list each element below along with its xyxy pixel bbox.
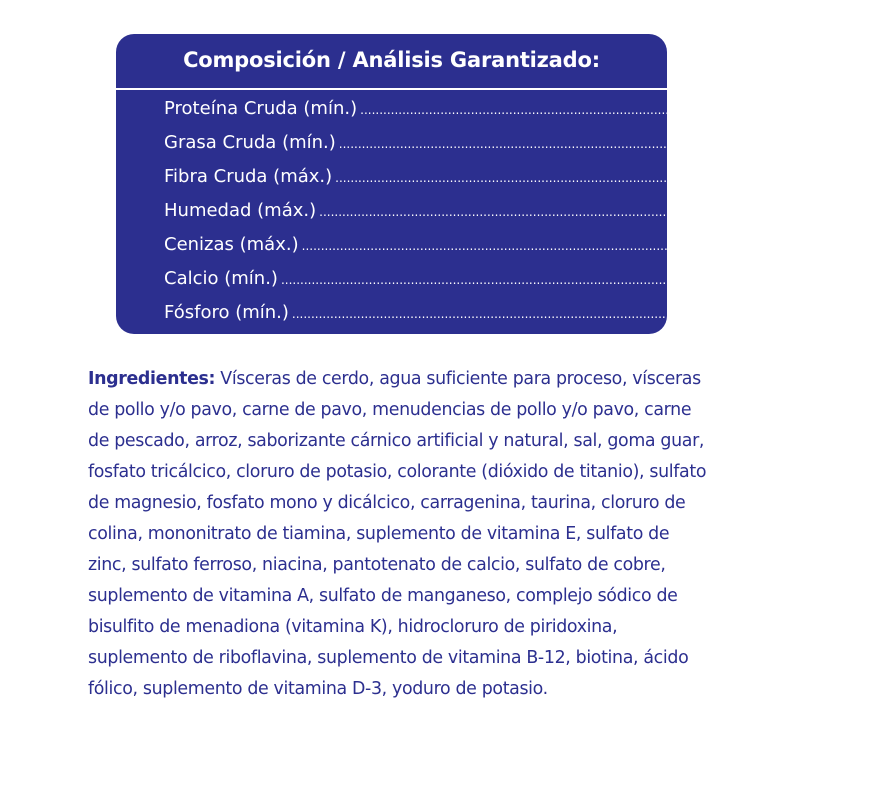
dot-leader: ........................................................................................................................ <box>319 205 777 219</box>
row-label: Calcio (mín.) <box>164 268 278 289</box>
composition-panel <box>116 34 878 334</box>
row-label: Cenizas (máx.) <box>164 234 299 255</box>
row-value: 0,18% <box>752 302 810 323</box>
dot-leader: ........................................................................................................................ <box>335 171 793 185</box>
row-value: 1,0% <box>795 166 842 187</box>
composition-row <box>164 98 878 132</box>
dot-leader: ........................................................................................................................ <box>301 239 760 253</box>
composition-table <box>164 98 878 336</box>
ingredients-paragraph <box>88 364 708 705</box>
row-label: Fibra Cruda (máx.) <box>164 166 333 187</box>
row-value: 78,0% <box>779 200 838 221</box>
composition-row <box>164 200 838 234</box>
row-label: Proteína Cruda (mín.) <box>164 98 358 119</box>
composition-row <box>164 302 810 336</box>
ingredients-text: Vísceras de cerdo, agua suficiente para proceso, vísceras de pollo y/o pavo, carne de pavo, menudencias de pollo y/o pavo, carne de pescado, arroz, saborizante cárnico artificial y natural, sal, goma guar, fosfato tricálcico, cloruro de potasio, colorante (dióxido de titanio), sulfato de magnesio, fosfato mono y dicálcico, carragenina, taurina, cloruro de colina, mononitrato de tiamina, suplemento de vitamina E, sulfato de zinc, sulfato ferroso, niacina, pantotenato de calcio, sulfato de cobre, suplemento de vitamina A, sulfato de manganeso, complejo sódico de bisulfito de menadiona (vitamina K), hidrocloruro de piridoxina, suplemento de riboflavina, suplemento de vitamina B-12, biotina, ácido fólico, suplemento de vitamina D-3, yoduro de potasio. <box>88 369 707 699</box>
composition-row <box>164 132 846 166</box>
dot-leader: ........................................................................................................................ <box>280 273 739 287</box>
row-label: Grasa Cruda (mín.) <box>164 132 336 153</box>
row-value: 0,22% <box>741 268 799 289</box>
composition-row <box>164 268 799 302</box>
row-value: 5,0% <box>799 132 846 153</box>
title-divider <box>116 88 667 90</box>
row-value: 3,3% <box>762 234 809 255</box>
composition-title: Composición / Análisis Garantizado: <box>183 48 600 72</box>
row-label: Humedad (máx.) <box>164 200 317 221</box>
composition-row <box>164 234 809 268</box>
dot-leader: ........................................................................................................................ <box>291 307 750 321</box>
dot-leader: ........................................................................................................................ <box>360 103 818 117</box>
row-label: Fósforo (mín.) <box>164 302 289 323</box>
dot-leader: ........................................................................................................................ <box>338 137 797 151</box>
composition-row <box>164 166 842 200</box>
ingredients-label: Ingredientes: <box>88 369 216 389</box>
row-value: 10,0% <box>820 98 878 119</box>
